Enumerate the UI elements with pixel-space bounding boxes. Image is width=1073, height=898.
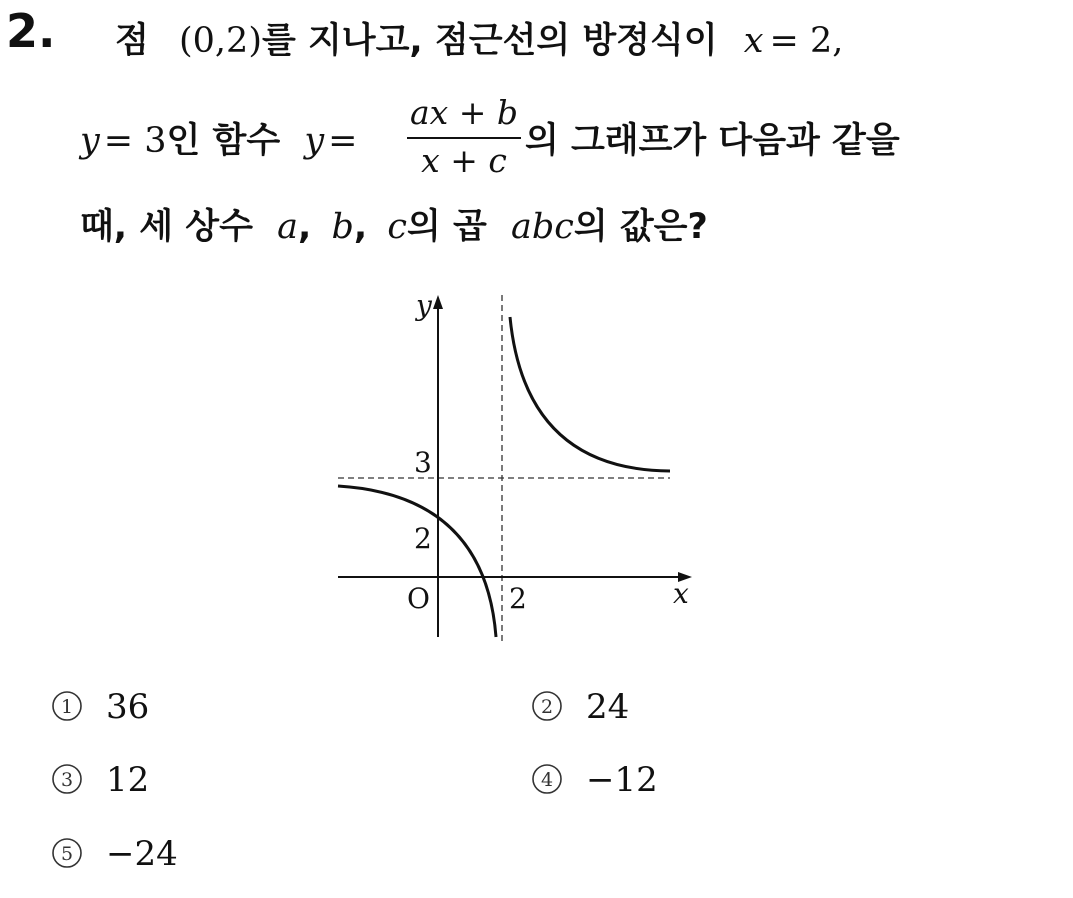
math-equation: = 3: [103, 121, 167, 161]
circled-number-4-icon: [530, 762, 564, 796]
constant-c: c: [387, 207, 407, 247]
question-line-2-end: [525, 121, 900, 161]
choice-1[interactable]: [50, 687, 150, 727]
function-graph: [330, 285, 710, 650]
svg-text:3: 3: [60, 769, 74, 791]
question-text: 를 지나고, 점근선의 방정식이: [261, 21, 718, 61]
constant-b: b: [331, 207, 354, 247]
question-text: 인 함수: [166, 121, 281, 161]
origin-label: O: [407, 582, 430, 615]
function-fraction: [405, 93, 523, 182]
choice-3[interactable]: [50, 760, 150, 800]
choice-5[interactable]: [50, 834, 178, 874]
question-text: 때, 세 상수: [80, 207, 253, 247]
svg-text:1: 1: [60, 696, 74, 718]
svg-text:5: 5: [60, 843, 74, 865]
circled-number-3-icon: [50, 762, 84, 796]
svg-text:4: 4: [540, 769, 554, 791]
math-variable-x: x: [743, 21, 764, 61]
choice-value: 24: [586, 687, 630, 727]
fraction-denominator: x + c: [421, 141, 507, 180]
circled-number-2-icon: [530, 689, 564, 723]
question-line-1: [115, 21, 844, 61]
circled-number-1-icon: [50, 689, 84, 723]
y-axis-label: y: [416, 289, 432, 322]
choice-value: −12: [586, 760, 658, 800]
fraction-bar: [407, 137, 521, 139]
svg-text:2: 2: [540, 696, 554, 718]
tick-label-3: 3: [414, 446, 432, 479]
math-variable-y: y: [80, 121, 100, 161]
question-text: 의 값은?: [573, 207, 708, 247]
tick-label-x-2: 2: [509, 582, 527, 615]
choice-value: −24: [106, 834, 178, 874]
math-equals: =: [328, 121, 358, 161]
question-line-2: [80, 121, 358, 161]
choice-value: 12: [106, 760, 150, 800]
question-text: 의 그래프가 다음과 같을: [525, 121, 900, 161]
math-variable-y: y: [304, 121, 325, 161]
separator: ,: [353, 207, 368, 247]
math-equation: = 2,: [769, 21, 844, 61]
question-line-3: [80, 207, 708, 247]
circled-number-5-icon: [50, 836, 84, 870]
choice-4[interactable]: [530, 760, 658, 800]
point-coordinate: (0,2): [179, 21, 262, 61]
tick-label-y-2: 2: [414, 522, 432, 555]
choice-2[interactable]: [530, 687, 630, 727]
separator: ,: [297, 207, 312, 247]
product-abc: abc: [510, 207, 574, 247]
question-number: 2.: [6, 4, 56, 58]
fraction-numerator: ax + b: [409, 93, 519, 132]
y-axis-arrow: [433, 295, 443, 309]
question-text: 점: [115, 21, 149, 61]
x-axis-label: x: [673, 577, 689, 610]
question-text: 의 곱: [406, 207, 487, 247]
choice-value: 36: [106, 687, 150, 727]
constant-a: a: [277, 207, 298, 247]
curve-right-branch: [510, 317, 670, 471]
